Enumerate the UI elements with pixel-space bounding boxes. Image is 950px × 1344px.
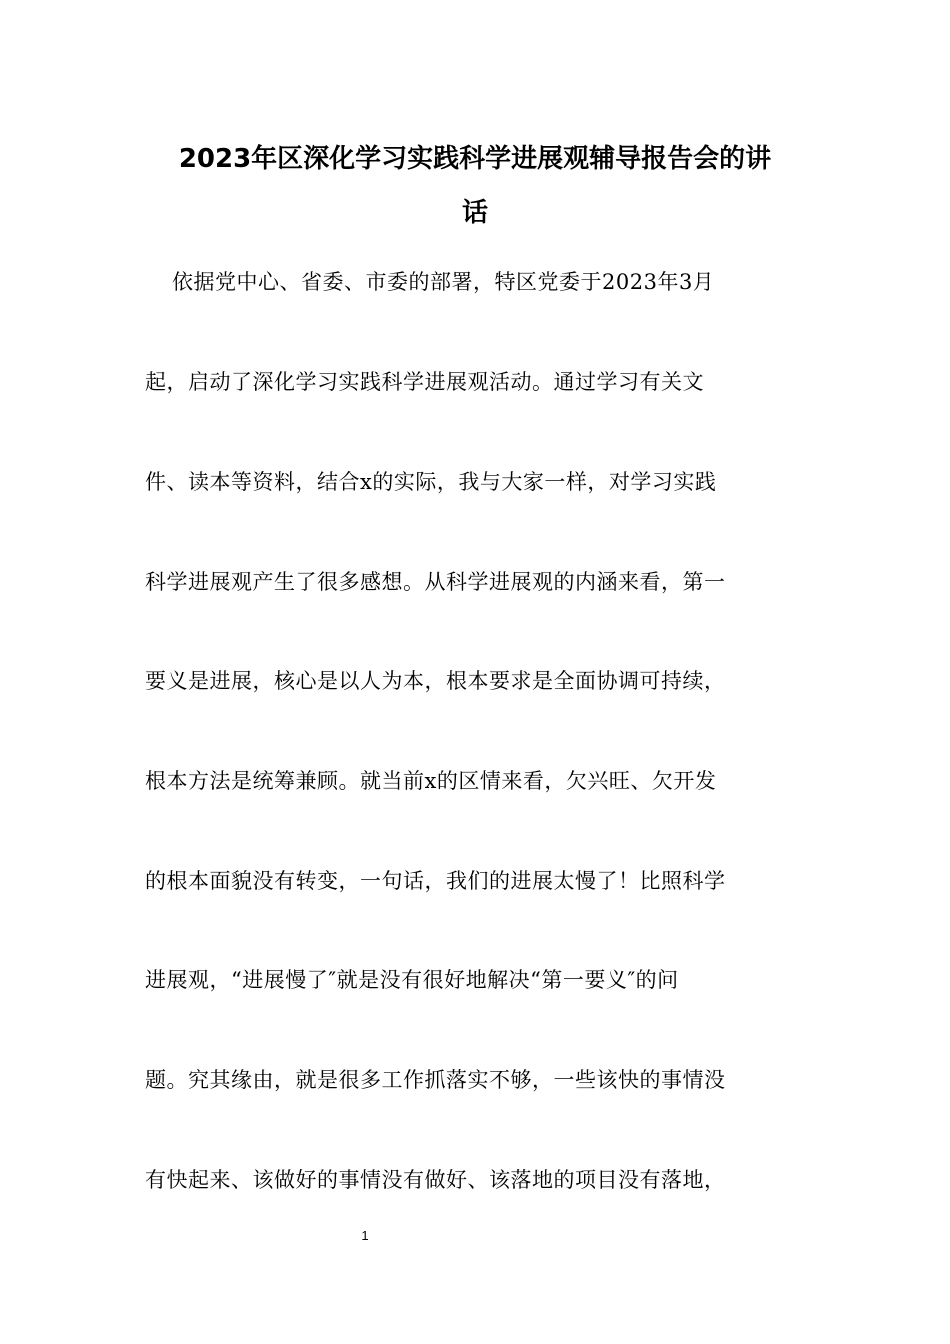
paragraph-line-7: 的根本面貌没有转变，一句话，我们的进展太慢了！比照科学	[145, 869, 726, 893]
document-title-line-1: 2023年区深化学习实践科学进展观辅导报告会的讲	[178, 144, 772, 174]
paragraph-line-4: 科学进展观产生了很多感想。从科学进展观的内涵来看，第一	[145, 570, 726, 594]
paragraph-line-9: 题。究其缘由，就是很多工作抓落实不够，一些该快的事情没	[145, 1068, 726, 1092]
page-number: 1	[361, 1228, 369, 1243]
paragraph-line-2: 起，启动了深化学习实践科学进展观活动。通过学习有关文	[145, 370, 704, 394]
paragraph-line-1: 依据党中心、省委、市委的部署，特区党委于2023年3月	[172, 270, 715, 294]
paragraph-line-3: 件、读本等资料，结合x的实际，我与大家一样，对学习实践	[145, 470, 717, 494]
paragraph-line-5: 要义是进展，核心是以人为本，根本要求是全面协调可持续，	[145, 669, 726, 693]
document-title-line-2: 话	[461, 198, 488, 228]
paragraph-line-8: 进展观，“进展慢了″就是没有很好地解决“第一要义″的问	[145, 968, 679, 992]
paragraph-line-6: 根本方法是统筹兼顾。就当前x的区情来看，欠兴旺、欠开发	[145, 769, 717, 793]
paragraph-line-10: 有快起来、该做好的事情没有做好、该落地的项目没有落地，	[145, 1168, 726, 1192]
